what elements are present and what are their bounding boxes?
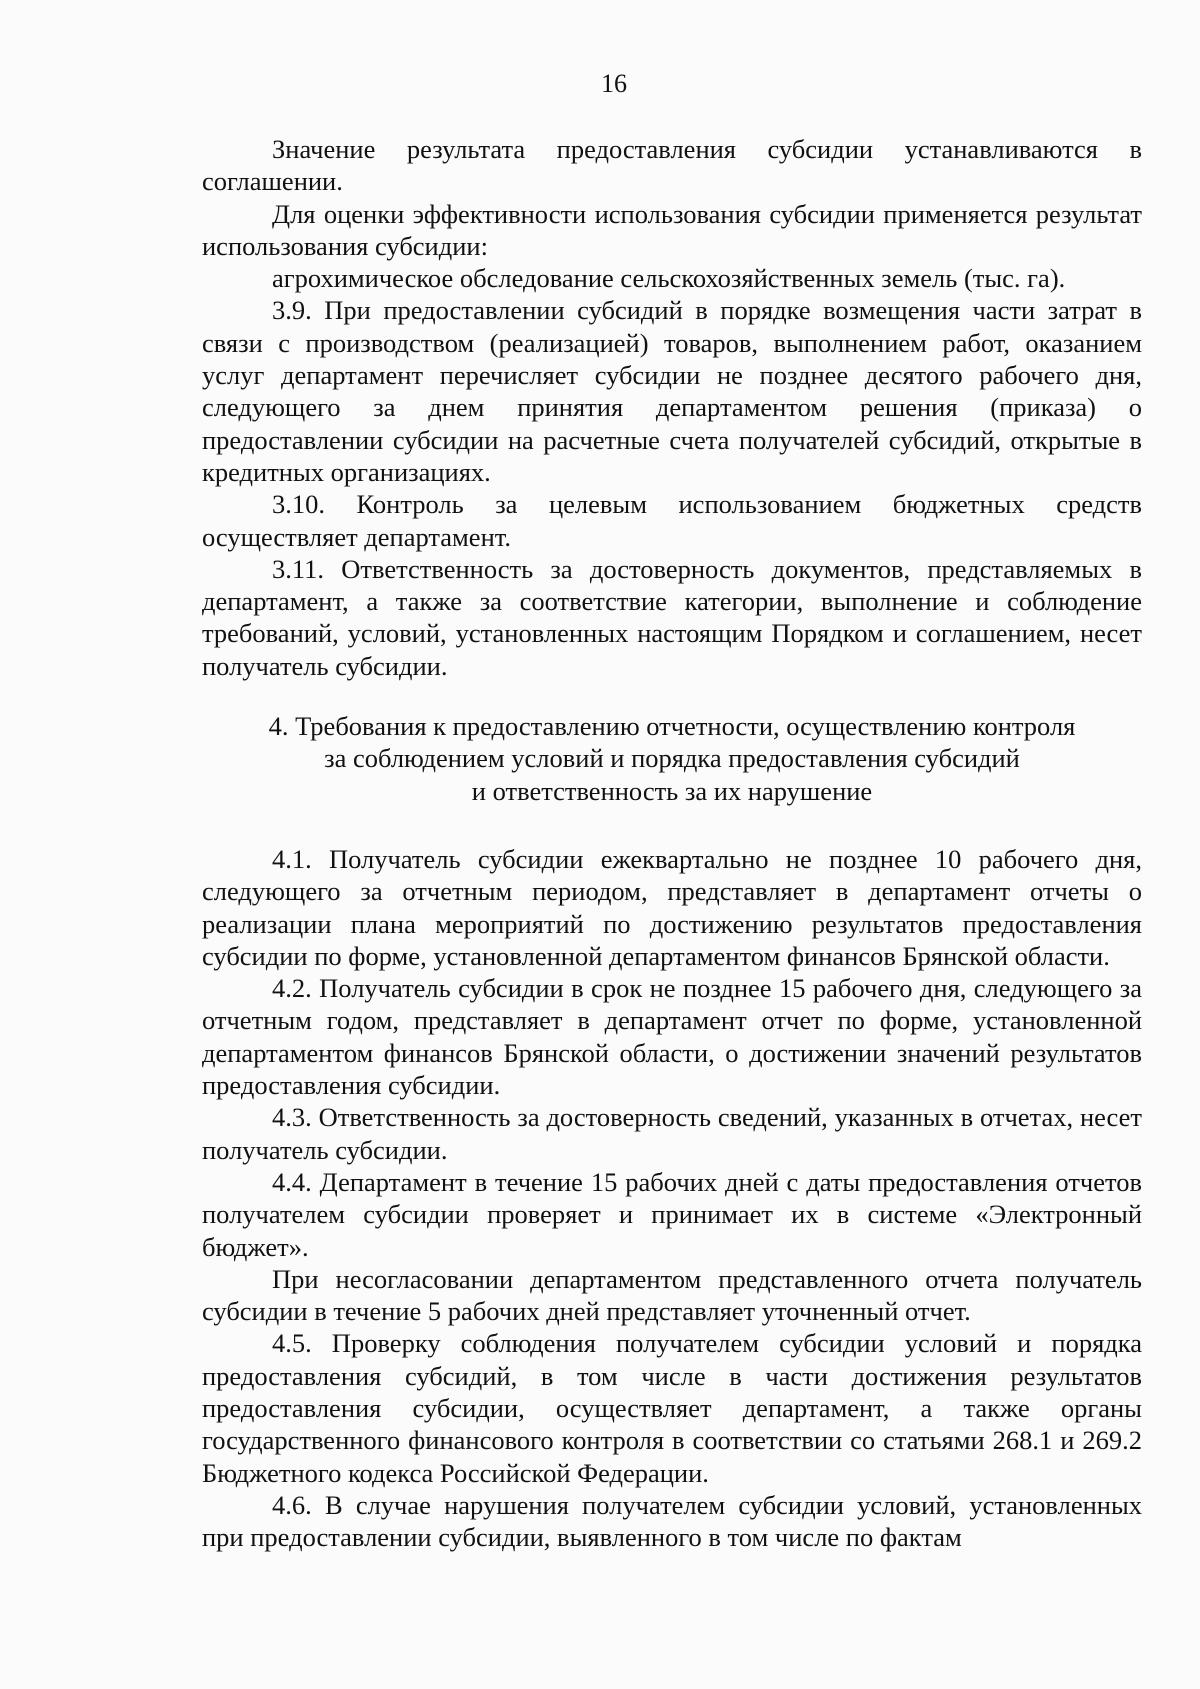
paragraph-4-4: 4.4. Департамент в течение 15 рабочих дней с даты предоставления отчетов получателем субсидии проверяет и принимает их в системе «Электронный бюджет». bbox=[202, 1166, 1142, 1262]
paragraph-agrochemical-survey: агрохимическое обследование сельскохозяйственных земель (тыс. га). bbox=[272, 263, 1066, 294]
paragraph-efficiency-evaluation: Для оценки эффективности использования субсидии применяется результат использования субсидии: bbox=[202, 198, 1142, 261]
paragraph-4-1: 4.1. Получатель субсидии ежеквартально не позднее 10 рабочего дня, следующего за отчетным периодом, представляет в департамент отчеты о реализации плана мероприятий по достижению результатов предоставления субсидии по форме, установленной департаментом финансов Брянской области. bbox=[202, 843, 1142, 971]
paragraph-4-2: 4.2. Получатель субсидии в срок не позднее 15 рабочего дня, следующего за отчетным годом, представляет в департамент отчет по форме, установленной департаментом финансов Брянской области, о достижении значений результатов предоставления субсидии. bbox=[202, 973, 1142, 1101]
section-heading-line-2: за соблюдением условий и порядка предоставления субсидий bbox=[324, 743, 1020, 774]
section-heading-line-3: и ответственность за их нарушение bbox=[471, 775, 873, 806]
paragraph-result-value: Значение результата предоставления субсидии устанавливаются в соглашении. bbox=[202, 134, 1142, 197]
paragraph-4-6: 4.6. В случае нарушения получателем субсидии условий, установленных при предоставлении субсидии, выявленного в том числе по фактам bbox=[202, 1489, 1142, 1553]
section-4-heading bbox=[202, 710, 1142, 807]
paragraph-3-9: 3.9. При предоставлении субсидий в порядке возмещения части затрат в связи с производством (реализацией) товаров, выполнением работ, оказанием услуг департамент перечисляет субсидии не позднее десятого рабочего дня, следующего за днем принятия департаментом решения (приказа) о предоставлении субсидии на расчетные счета получателей субсидий, открытые в кредитных организациях. bbox=[202, 295, 1142, 487]
paragraph-3-11: 3.11. Ответственность за достоверность документов, представляемых в департамент, а также за соответствие категории, выполнение и соблюдение требований, условий, установленных настоящим Порядком и соглашением, несет получатель субсидии. bbox=[202, 553, 1142, 681]
section-heading-line-1: 4. Требования к предоставлению отчетности, осуществлению контроля bbox=[268, 711, 1076, 742]
paragraph-4-3: 4.3. Ответственность за достоверность сведений, указанных в отчетах, несет получатель субсидии. bbox=[202, 1102, 1142, 1165]
document-body bbox=[202, 133, 1142, 1553]
paragraph-report-disagreement: При несогласовании департаментом представленного отчета получатель субсидии в течение 5 рабочих дней представляет уточненный отчет. bbox=[202, 1263, 1142, 1327]
paragraph-3-10: 3.10. Контроль за целевым использованием бюджетных средств осуществляет департамент. bbox=[202, 489, 1142, 552]
page-number: 16 bbox=[601, 69, 627, 98]
paragraph-4-5: 4.5. Проверку соблюдения получателем субсидии условий и порядка предоставления субсидий, в том числе в части достижения результатов предоставления субсидии, осуществляет департамент, а также органы государственного финансового контроля в соответствии со статьями 268.1 и 269.2 Бюджетного кодекса Российской Федерации. bbox=[202, 1328, 1142, 1488]
